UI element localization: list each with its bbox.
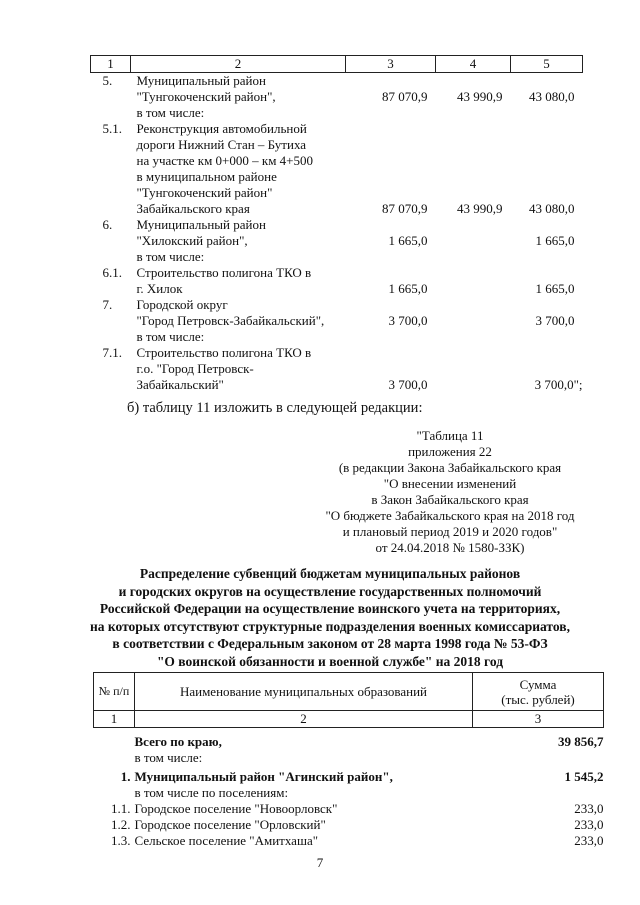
table-ref-line: "О бюджете Забайкальского края на 2018 год	[325, 508, 575, 523]
row-sum: 233,0	[574, 801, 604, 816]
cell-value: 43 990,9	[457, 201, 503, 216]
cell-value: 3 700,0";	[534, 377, 583, 392]
cell-value: 3 700,0	[388, 377, 428, 392]
table-row	[94, 833, 604, 849]
document-title	[70, 565, 590, 670]
cell-value: 87 070,9	[382, 89, 428, 104]
row-subtext: в том числе:	[134, 750, 203, 765]
cell-value: 43 080,0	[529, 201, 575, 216]
row-name: Муниципальный район "Хилокский район", в том числе:	[136, 217, 266, 264]
cell-value: 1 665,0	[388, 233, 428, 248]
col-header-sum: Сумма (тыс. рублей)	[473, 673, 604, 711]
col-header-name: Наименование муниципальных образований	[135, 673, 473, 711]
col-index: 2	[135, 711, 473, 728]
row-number: 1.	[120, 769, 131, 784]
table-header-row	[91, 56, 583, 73]
cell-value: 3 700,0	[535, 313, 575, 328]
title-line: в соответствии с Федеральным законом от 28 марта 1998 года № 53-ФЗ	[112, 636, 548, 651]
table-row	[94, 728, 604, 767]
table-ref-line: в Закон Забайкальского края	[371, 492, 529, 507]
instruction-text: б) таблицу 11 изложить в следующей редакции:	[127, 400, 423, 416]
row-number: 1.3.	[111, 833, 131, 848]
cell-value	[436, 265, 511, 297]
table-ref-line: "О внесении изменений	[383, 476, 517, 491]
table-ref-line: (в редакции Закона Забайкальского края	[338, 460, 562, 475]
cell-value: 1 665,0	[388, 281, 428, 296]
cell-value: 3 700,0	[388, 313, 428, 328]
table-index-row	[94, 711, 604, 728]
row-number: 5.1.	[102, 121, 122, 136]
col-index: 1	[94, 711, 135, 728]
table-row	[94, 817, 604, 833]
cell-value: 1 665,0	[535, 281, 575, 296]
title-line: Распределение субвенций бюджетам муниципальных районов	[139, 566, 521, 581]
table-row	[91, 265, 583, 297]
cell-value: 43 080,0	[529, 89, 575, 104]
table-row	[91, 121, 583, 217]
row-name: Всего по краю,	[134, 734, 222, 749]
cell-value: 87 070,9	[382, 201, 428, 216]
table-row	[91, 217, 583, 265]
title-line: "О воинской обязанности и военной службе" на 2018 год	[156, 653, 504, 669]
title-line: на которых отсутствуют структурные подразделения военных комиссариатов,	[90, 618, 570, 634]
continuation-table	[90, 55, 583, 393]
table-row	[94, 766, 604, 801]
page-number: 7	[316, 855, 324, 870]
row-sum: 39 856,7	[558, 734, 604, 749]
cell-value: 1 665,0	[535, 233, 575, 248]
table-ref-line: и плановый период 2019 и 2020 годов"	[342, 524, 558, 539]
col-header: 5	[511, 56, 583, 73]
col-index: 3	[473, 711, 604, 728]
cell-value	[436, 297, 511, 345]
row-name: Строительство полигона ТКО в г.о. "Город Петровск- Забайкальский"	[136, 345, 312, 392]
table-reference-block	[290, 428, 610, 556]
table-ref-line: от 24.04.2018 № 1580-ЗЗК)	[375, 540, 525, 555]
row-number: 1.1.	[111, 801, 131, 816]
row-number: 6.1.	[102, 265, 122, 280]
row-number: 5.	[102, 73, 113, 88]
row-number: 6.	[102, 217, 113, 232]
cell-value: 43 990,9	[457, 89, 503, 104]
subvention-table	[93, 672, 604, 849]
table-ref-line: приложения 22	[408, 444, 492, 459]
row-number: 7.	[102, 297, 113, 312]
col-header: 1	[91, 56, 131, 73]
row-number: 7.1.	[102, 345, 122, 360]
row-sum: 1 545,2	[564, 769, 604, 784]
row-subtext: в том числе по поселениям:	[134, 785, 289, 800]
cell-value	[436, 345, 511, 393]
row-name-cell	[135, 766, 473, 801]
table-ref-line: "Таблица 11	[416, 428, 484, 443]
table-row	[91, 297, 583, 345]
row-sum: 233,0	[574, 833, 604, 848]
col-header: 3	[346, 56, 436, 73]
row-name: Городское поселение "Орловский"	[134, 817, 326, 832]
row-sum: 233,0	[574, 817, 604, 832]
row-name: Реконструкция автомобильной дороги Нижний Стан – Бутиха на участке км 0+000 – км 4+500 в муниципальном районе "Тунгокоченский район" Забайкальского края	[136, 121, 313, 216]
row-name: Городской округ "Город Петровск-Забайкальский", в том числе:	[136, 297, 325, 344]
table-row	[91, 73, 583, 122]
cell-value	[436, 217, 511, 265]
row-name: Строительство полигона ТКО в г. Хилок	[136, 265, 312, 296]
col-header-number: № п/п	[94, 673, 135, 711]
row-name-cell	[135, 728, 473, 767]
table-row	[91, 345, 583, 393]
col-header: 4	[436, 56, 511, 73]
title-line: Российской Федерации на осуществление воинского учета на территориях,	[99, 601, 561, 616]
table-header-row	[94, 673, 604, 711]
row-name: Сельское поселение "Амитхаша"	[134, 833, 319, 848]
row-name: Муниципальный район "Агинский район",	[134, 769, 393, 784]
table-row	[94, 801, 604, 817]
row-name: Городское поселение "Новоорловск"	[134, 801, 338, 816]
row-number: 1.2.	[111, 817, 131, 832]
col-header: 2	[131, 56, 346, 73]
row-name: Муниципальный район "Тунгокоченский район", в том числе:	[136, 73, 276, 120]
title-line: и городских округов на осуществление государственных полномочий	[118, 583, 542, 599]
row-number	[94, 728, 135, 767]
